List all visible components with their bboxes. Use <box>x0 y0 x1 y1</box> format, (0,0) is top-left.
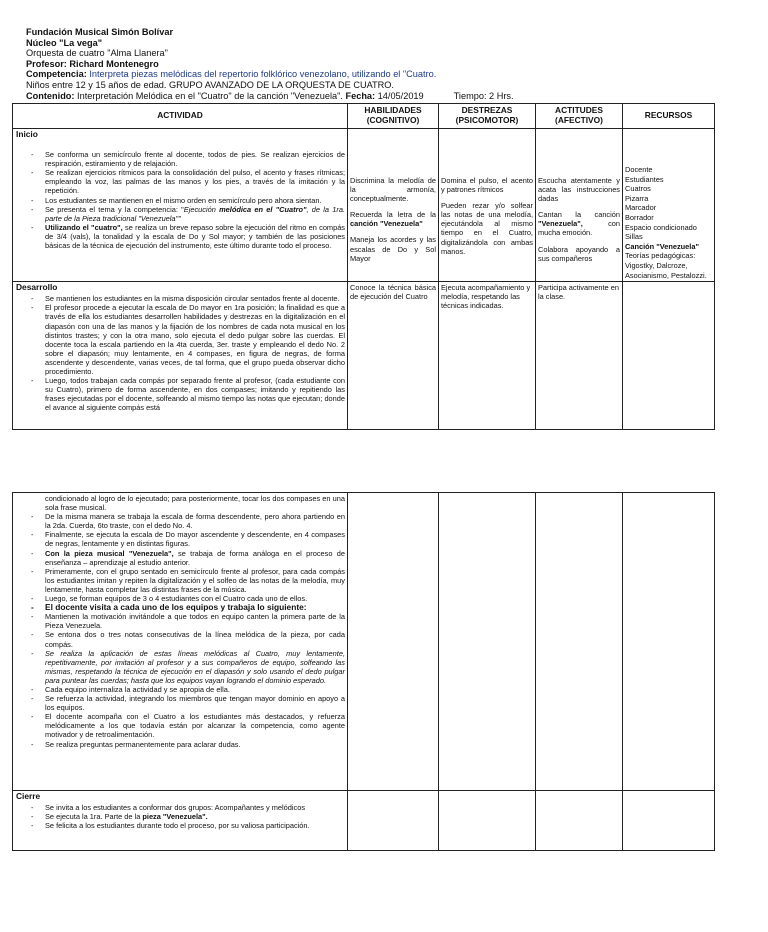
desarrollo-habilidades-cell <box>348 282 439 430</box>
fecha-value: 14/05/2019 <box>377 90 424 101</box>
page2-lead: condicionado al logro de lo ejecutado; para posteriormente, tocar los dos compases en una sola frase musical. <box>45 494 345 513</box>
inicio-actitudes-2 <box>538 210 620 237</box>
list-item <box>45 223 345 250</box>
inicio-habilidades-2b: canción "Venezuela" <box>350 219 423 229</box>
desarrollo-actividad-cell <box>13 282 348 430</box>
contenido-text: Interpretación Melódica en el "Cuatro" de la canción "Venezuela". <box>77 90 343 101</box>
inicio-actitudes-2b: "Venezuela", <box>538 219 583 229</box>
header-actitudes-sub: (AFECTIVO) <box>555 115 603 125</box>
inicio-habilidades-2 <box>350 210 436 228</box>
list-item: - Se invita a los estudiantes a conformar dos grupos: Acompañantes y melódicos <box>45 803 345 812</box>
contenido-line <box>26 91 726 102</box>
recurso-cancion: Canción "Venezuela" <box>625 241 699 251</box>
empty-cell <box>348 791 439 851</box>
fecha-label: Fecha: <box>345 90 376 101</box>
list-item: - El docente acompaña con el Cuatro a los estudiantes más destacados, y refuerza melódicamente a los que todavía están por alcanzar la competencia, como agente motivador y de retroalimentación. <box>45 712 345 739</box>
list-item: - Se realizan ejercicios rítmicos para la consolidación del pulso, el acento y frases rítmicas; empleando la voz, las palmas de las manos y los pies, a través de la imitación y la repetición. <box>45 168 345 195</box>
page2-pieza-rest: se trabaja de forma análoga en el proceso de enseñanza – aprendizaje al estudio anterior. <box>45 548 345 567</box>
empty-cell <box>439 493 536 791</box>
empty-cell <box>348 493 439 791</box>
header-habilidades <box>348 104 439 129</box>
list-item <box>45 205 345 223</box>
list-item: - Luego, todos trabajan cada compás por separado frente al profesor, (cada estudiante con su Cuatro), primero de forma ascendente, en dos compases; imitando y repitiendo las frases ejecutadas por el docente, solfeando al mismo tiempo las notas que ejecutan; donde el avance al siguiente compás está <box>45 376 345 412</box>
header-recursos: RECURSOS <box>623 104 715 129</box>
competencia-label: Competencia: <box>26 69 87 80</box>
list-item: - Mantienen la motivación invitándole a que todos en equipo canten la primera parte de la Pieza Venezuela. <box>45 612 345 630</box>
cierre-title: Cierre <box>16 791 41 801</box>
inicio-recursos-cell <box>623 129 715 282</box>
list-item: - El docente visita a cada uno de los equipos y trabaja lo siguiente: <box>45 603 345 612</box>
contenido-label: Contenido: <box>26 90 75 101</box>
header-actividad: ACTIVIDAD <box>13 104 348 129</box>
header-destrezas-sub: (PSICOMOTOR) <box>455 115 519 125</box>
list-item: - Los estudiantes se mantienen en el mismo orden en semicírculo pero ahora sientan. <box>45 196 345 205</box>
inicio-item4-c: melódica en el "Cuatro" <box>215 204 307 214</box>
list-item: - Primeramente, con el grupo sentado en semicírculo frente al profesor, para cada compás los estudiantes imitan y repiten la digitalización y el solfeo de las notas de la melodía, muy lentamente, hasta completar las distintas frases de la música. <box>45 567 345 594</box>
desarrollo-recursos-cell <box>623 282 715 430</box>
header-habilidades-sub: (COGNITIVO) <box>366 115 420 125</box>
inicio-actitudes-2c: con mucha emoción. <box>538 219 620 238</box>
inicio-habilidades-cell <box>348 129 439 282</box>
inicio-item4-b: Ejecución <box>183 204 216 214</box>
desarrollo-continued-cell <box>13 493 348 791</box>
inicio-actividad-cell <box>13 129 348 282</box>
header-destrezas <box>439 104 536 129</box>
cierre-row <box>13 791 715 851</box>
cierre-list <box>15 803 345 830</box>
list-item: - El profesor procede a ejecutar la escala de Do mayor en 1ra posición; la finalidad es que a través de ella los estudiantes desarrollen habilidades y destrezas en la digitalización en el diapasón con una de las manos y la fijación de los nombres de cada nota musical en los distintos trastes; y con la otra mano, solo ejecuta el dedo pulgar sobre las cuerdas. El docente toca la escala partiendo en la 4ta cuerda, 3er. traste y empleando el dedo No. 2 sobre el diapasón; muy lentamente, en 4 compases, en figura de negras, de forma ascendente y descendente, varias veces, de tal forma, que el grupo pueda observar dicho procedimiento. <box>45 303 345 376</box>
recurso-item: Marcador <box>625 203 657 213</box>
inicio-actitudes-1: Escucha atentamente y acata las instrucciones dadas <box>538 176 620 204</box>
plan-table-page2 <box>12 492 715 851</box>
list-item: - Se conforma un semicírculo frente al docente, todos de pies. Se realizan ejercicios de respiración, estiramiento y de relajación. <box>45 150 345 168</box>
header-actitudes <box>536 104 623 129</box>
cierre-item2-b: pieza "Venezuela". <box>142 812 208 822</box>
list-item: - Se realiza preguntas permanentemente para aclarar dudas. <box>45 740 345 749</box>
empty-cell <box>536 791 623 851</box>
desarrollo-continued-list <box>15 494 345 749</box>
inicio-habilidades-2a: Recuerda la letra de la <box>350 210 436 220</box>
orquesta-name: Orquesta de cuatro "Alma Llanera" <box>26 48 168 59</box>
desarrollo-actitudes: Participa activamente en la clase. <box>538 283 619 302</box>
inicio-actitudes-3: Colabora apoyando a sus compañeros <box>538 244 620 263</box>
recurso-teorias: Teorías pedagógicas: Vigostky, Dalcroze, Asocianismo, Pestalozzi. <box>625 251 707 280</box>
inicio-destrezas-cell <box>439 129 536 282</box>
recurso-item: Docente <box>625 165 653 174</box>
ninos-line: Niños entre 12 y 15 años de edad. GRUPO AVANZADO DE LA ORQUESTA DE CUATRO. <box>26 79 394 90</box>
desarrollo-list <box>15 294 345 412</box>
desarrollo-title: Desarrollo <box>16 282 58 293</box>
inicio-row <box>13 129 715 282</box>
inicio-habilidades-3: Maneja los acordes y las escalas de Do y Sol Mayor <box>350 235 436 263</box>
desarrollo-habilidades: Conoce la técnica básica de ejecución del Cuatro <box>350 283 436 302</box>
list-item: - Se realiza la aplicación de estas líneas melódicas al Cuatro, muy lentamente, repetitivamente, por imitación al profesor y a sus compañeros de equipo, solfeando las mismas, respetando la técnica de ejecución en el diapasón y solo usando el dedo pulgar para puntear las cuerdas; hasta que los equipos vayan logrando el dominio esperado. <box>45 649 345 685</box>
inicio-item4-d: , de la 1ra. parte de la Pieza tradicional "Venezuela"" <box>45 204 345 223</box>
empty-cell <box>536 493 623 791</box>
empty-cell <box>623 791 715 851</box>
list-item: - Se entona dos o tres notas consecutivas de la línea melódica de la pieza, por cada compás. <box>45 630 345 648</box>
tiempo-text: Tiempo: 2 Hrs. <box>453 90 514 101</box>
recurso-item: Cuatros <box>625 184 651 194</box>
cierre-actividad-cell <box>13 791 348 851</box>
list-item: - Se felicita a los estudiantes durante todo el proceso, por su valiosa participación. <box>45 821 345 830</box>
recurso-item: Estudiantes <box>625 174 664 184</box>
recurso-item: Sillas <box>625 232 643 242</box>
foundation-name: Fundación Musical Simón Bolívar <box>26 27 174 37</box>
nucleo-name: Núcleo "La vega" <box>26 37 103 48</box>
list-item: - Se mantienen los estudiantes en la misma disposición circular sentados frente al docente. <box>45 294 345 303</box>
inicio-item5-b: se realiza un breve repaso sobre la ejecución del ritmo en compás de 3/4 (vals), la tonalidad y la escala de Do y Sol mayor; y también de las posiciones básicas de la técnica de ejecución del instrumento, este último durante todo el proceso. <box>45 222 345 251</box>
competencia-line <box>26 69 726 80</box>
inicio-destrezas-2: Pueden rezar y/o solfear las notas de una melodía, ejecutándola al mismo tiempo en el Cuatro, digitalizándola con ambas manos. <box>441 201 533 256</box>
document-header <box>26 27 726 101</box>
empty-cell <box>623 493 715 791</box>
inicio-destrezas-1: Domina el pulso, el acento y patrones rítmicos <box>441 176 533 195</box>
recurso-item: Pizarra <box>625 193 649 203</box>
table-header-row <box>13 104 715 129</box>
list-item: - Cada equipo internaliza la actividad y se apropia de ella. <box>45 685 345 694</box>
inicio-item4-a: Se presenta el tema y la competencia: " <box>45 204 184 214</box>
plan-table-page1 <box>12 103 715 430</box>
header-destrezas-title: DESTREZAS <box>461 105 513 116</box>
list-item-continued <box>45 494 345 512</box>
competencia-text: Interpreta piezas melódicas del repertorio folklórico venezolano, utilizando el "Cuatro. <box>89 69 437 80</box>
inicio-list <box>15 150 345 250</box>
list-item: - Se refuerza la actividad, integrando los miembros que tengan mayor dominio en apoyo a los equipos. <box>45 694 345 712</box>
list-item <box>45 812 345 821</box>
desarrollo-destrezas: Ejecuta acompañamiento y melodía, respetando las técnicas indicadas. <box>441 283 531 311</box>
header-actitudes-title: ACTITUDES <box>555 105 603 116</box>
cierre-item2-a: Se ejecuta la 1ra. Parte de la <box>45 812 143 822</box>
recurso-item: Borrador <box>625 212 654 222</box>
inicio-habilidades-1: Discrimina la melodía de la armonía, conceptualmente. <box>350 176 436 204</box>
list-item: - De la misma manera se trabaja la escala de forma descendente, pero ahora partiendo en la 2da. Cuerda, 6to traste, con el dedo No. 4. <box>45 512 345 530</box>
inicio-item5-a: Utilizando el "cuatro", <box>45 222 123 232</box>
header-habilidades-title: HABILIDADES <box>364 105 422 116</box>
desarrollo-destrezas-cell <box>439 282 536 430</box>
page2-pieza-bold: Con la pieza musical "Venezuela", <box>45 548 174 558</box>
inicio-title: Inicio <box>16 129 38 139</box>
list-item: - Luego, se forman equipos de 3 o 4 estudiantes con el Cuatro cada uno de ellos. <box>45 594 345 603</box>
recurso-item: Espacio condicionado <box>625 222 697 232</box>
list-item: - Finalmente, se ejecuta la escala de Do mayor ascendente y descendente, en 4 compases de negras, lentamente y en distintas figuras. <box>45 530 345 548</box>
empty-cell <box>439 791 536 851</box>
inicio-actitudes-2a: Cantan la canción <box>538 210 620 220</box>
desarrollo-actitudes-cell <box>536 282 623 430</box>
desarrollo-continued-row <box>13 493 715 791</box>
desarrollo-row <box>13 282 715 430</box>
list-item <box>45 549 345 567</box>
profesor-name: Profesor: Richard Montenegro <box>26 58 159 69</box>
inicio-actitudes-cell <box>536 129 623 282</box>
